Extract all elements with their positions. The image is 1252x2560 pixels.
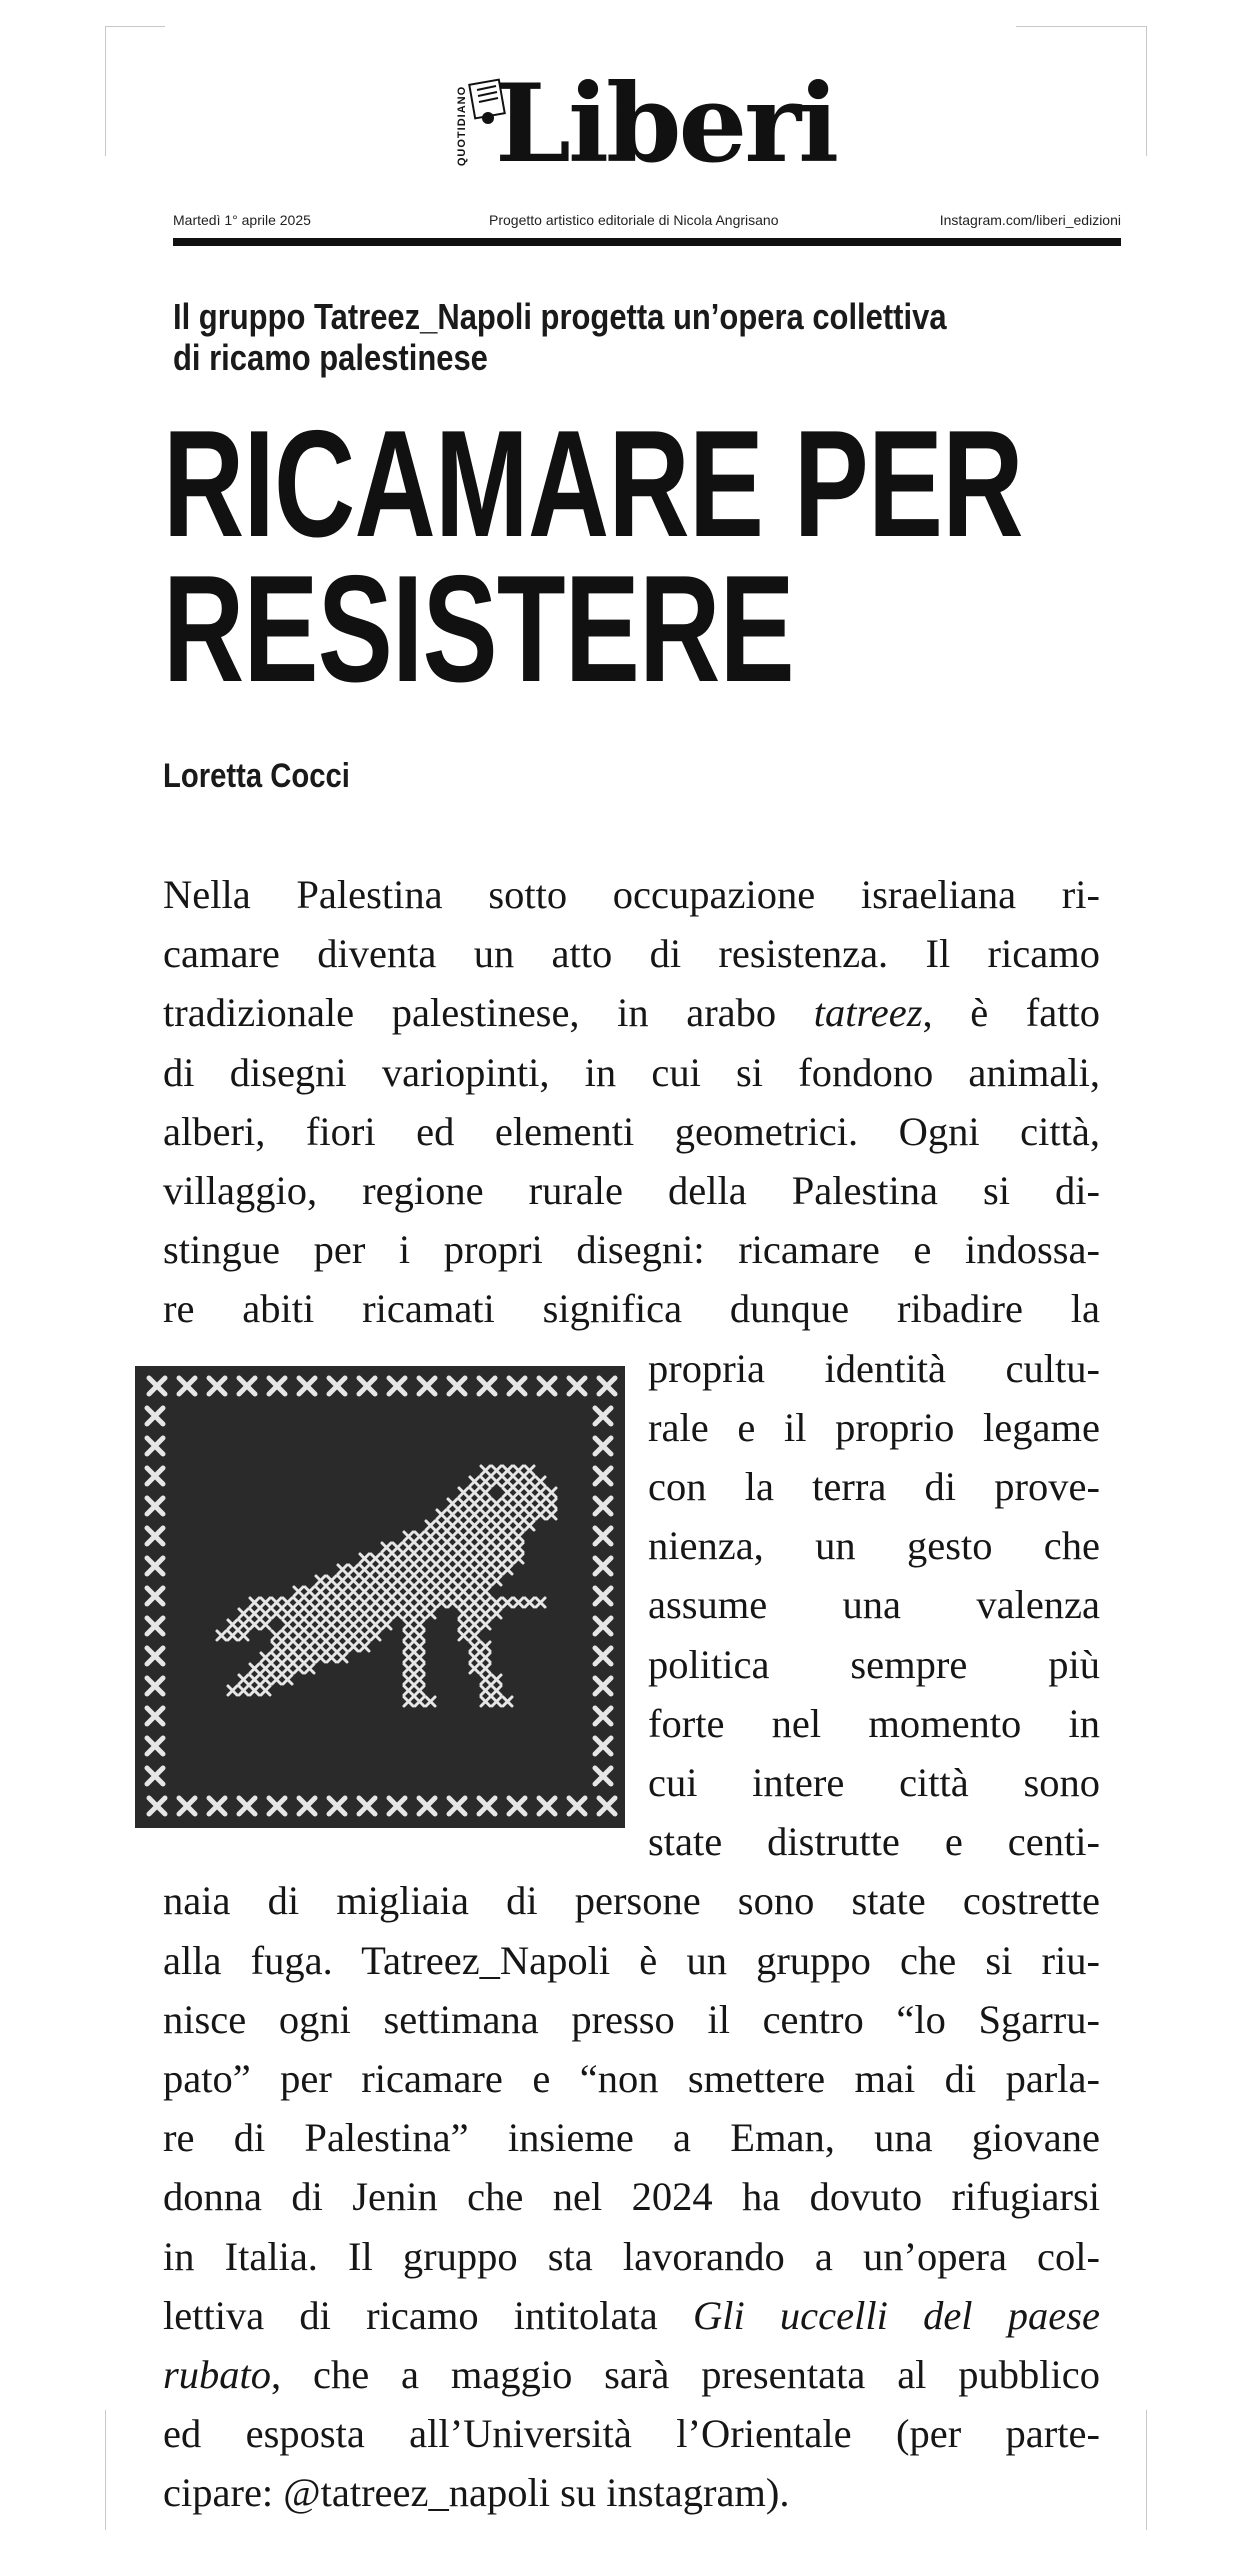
body-line: camare diventa un atto di resistenza. Il ricamo [163,931,1100,977]
body-text-segment: , è fatto [922,990,1100,1036]
masthead-rule [173,238,1121,246]
stitch [147,1408,163,1424]
body-line: nienza, un gesto che [648,1523,1100,1569]
instagram-link[interactable]: Instagram.com/liberi_edizioni [939,212,1121,228]
body-line: stingue per i propri disegni: ricamare e indossa- [163,1227,1100,1273]
masthead [0,62,1252,192]
headline-line: RICAMARE PER [163,399,1023,569]
stitch [147,1498,163,1514]
body-line: re abiti ricamati significa dunque ribadire la [163,1286,1100,1332]
body-line: di disegni variopinti, in cui si fondono animali, [163,1049,1100,1095]
stitch [147,1648,163,1664]
newspaper-logo: Liberi [495,61,837,187]
article-body [163,865,1100,2523]
body-line: cipare: @tatreez_napoli su instagram). [163,2470,790,2516]
body-line: nisce ogni settimana presso il centro “lo Sgarru- [163,1996,1100,2042]
body-line: rale e il proprio legame [648,1404,1100,1450]
body-line: politica sempre più [648,1641,1100,1687]
stitch [147,1678,163,1694]
subtitle-line: Il gruppo Tatreez_Napoli progetta un’opera collettiva [173,296,947,337]
article-headline [163,399,1125,714]
subtitle-line: di ricamo palestinese [173,337,488,378]
body-line: forte nel momento in [648,1700,1100,1746]
body-line: re di Palestina” insieme a Eman, una giovane [163,2115,1100,2161]
headline-line: RESISTERE [163,544,794,714]
artwork-title: Gli uccelli del paese [692,2292,1100,2338]
body-line: pato” per ricamare e “non smettere mai di parla- [163,2056,1100,2102]
issue-date: Martedì 1° aprile 2025 [173,212,311,228]
body-text-segment: tradizionale palestinese, in arabo [163,990,814,1036]
body-line: alla fuga. Tatreez_Napoli è un gruppo che si riu- [163,1937,1100,1983]
project-credit: Progetto artistico editoriale di Nicola Angrisano [489,212,779,228]
body-line [163,983,1100,1042]
artwork-title: rubato [163,2352,272,2398]
stitch [147,1528,163,1544]
stitch [147,1708,163,1724]
body-line: con la terra di prove- [648,1464,1100,1510]
body-line: Nella Palestina sotto occupazione israeliana ri- [163,872,1100,917]
stitch [147,1618,163,1634]
crop-mark [105,2410,106,2530]
body-line: cui intere città sono [648,1760,1100,1806]
body-line: villaggio, regione rurale della Palestina si di- [163,1168,1100,1214]
body-line [163,2345,1100,2404]
body-line: donna di Jenin che nel 2024 ha dovuto rifugiarsi [163,2174,1100,2220]
stitch [147,1468,163,1484]
crop-mark [105,26,165,27]
stitch [147,1738,163,1754]
body-line: naia di migliaia di persone sono state costrette [163,1878,1100,1924]
stitch [147,1438,163,1454]
body-line [163,2286,1100,2345]
body-line: ed esposta all’Università l’Orientale (per parte- [163,2411,1100,2457]
italic-term: tatreez [813,990,923,1036]
body-line: state distrutte e centi- [648,1819,1100,1865]
body-line: propria identità cultu- [648,1345,1100,1391]
stitch [147,1588,163,1604]
article-author: Loretta Cocci [163,757,350,795]
stitch [147,1768,163,1784]
article-subtitle [173,296,999,378]
body-line: assume una valenza [648,1582,1100,1628]
stitch [147,1558,163,1574]
body-text-segment: , che a maggio sarà presentata al pubblico [271,2352,1100,2398]
crop-mark [1016,26,1146,27]
logo-side-text: QUOTIDIANO [456,85,468,167]
body-text-segment: lettiva di ricamo intitolata [163,2292,693,2338]
crop-mark [1146,2410,1147,2530]
body-line: alberi, fiori ed elementi geometrici. Ogni città, [163,1108,1100,1154]
body-line: in Italia. Il gruppo sta lavorando a un’opera col- [163,2233,1100,2279]
